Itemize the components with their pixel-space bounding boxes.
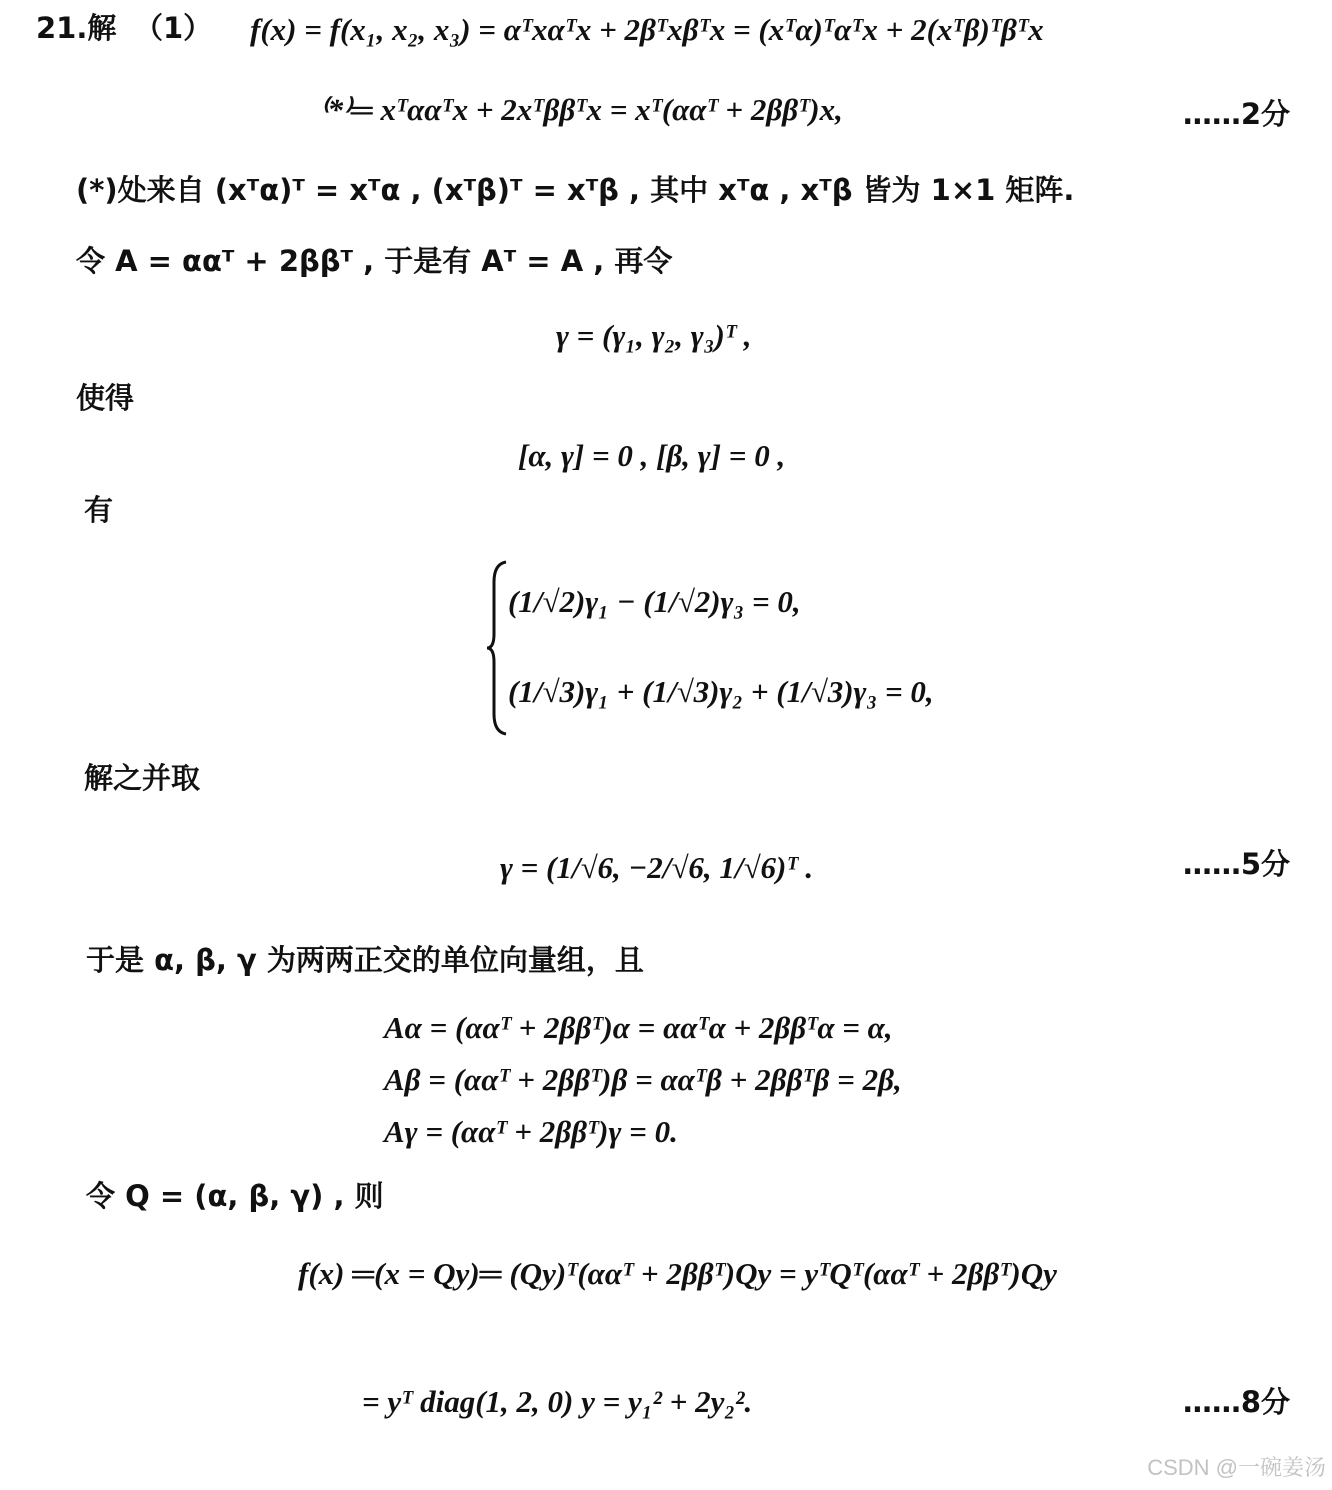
score-2: ……2分: [1182, 97, 1290, 131]
f-substitution: f(x) ═(x = Qy)═ (Qy)ᵀ(ααᵀ + 2ββᵀ)Qy = yᵀQᵀ(ααᵀ + 2ββᵀ)Qy: [298, 1256, 1057, 1291]
solve-and-take: 解之并取: [84, 761, 201, 795]
equation-f-matrix-form: ⁽*⁾═ xᵀααᵀx + 2xᵀββᵀx = xᵀ(ααᵀ + 2ββᵀ)x,: [320, 92, 843, 127]
let-Q: 令 Q = (α, β, γ) , 则: [86, 1179, 384, 1213]
gamma-value: γ = (1/√6, −2/√6, 1/√6)ᵀ .: [500, 850, 814, 885]
score-8: ……8分: [1182, 1385, 1290, 1419]
system-brace: [486, 560, 508, 736]
system-line-1: (1/√2)γ₁ − (1/√2)γ₃ = 0,: [508, 584, 801, 619]
gamma-definition: γ = (γ₁, γ₂, γ₃)ᵀ ,: [556, 318, 752, 353]
problem-part: （1）: [134, 11, 213, 45]
you-text: 有: [84, 493, 114, 527]
csdn-watermark: CSDN @一碗姜汤: [1147, 1455, 1326, 1480]
system-line-2: (1/√3)γ₁ + (1/√3)γ₂ + (1/√3)γ₃ = 0,: [508, 674, 934, 709]
A-times-gamma: Aγ = (ααᵀ + 2ββᵀ)γ = 0.: [384, 1114, 678, 1149]
shi-de-text: 使得: [76, 381, 135, 415]
problem-label: 21.解: [36, 11, 117, 45]
orthogonality-condition: [α, γ] = 0 , [β, γ] = 0 ,: [518, 438, 786, 473]
final-standard-form: = yᵀ diag(1, 2, 0) y = y₁² + 2y₂².: [362, 1384, 753, 1419]
equation-f-expansion: f(x) = f(x₁, x₂, x₃) = αᵀxαᵀx + 2βᵀxβᵀx = (xᵀα)ᵀαᵀx + 2(xᵀβ)ᵀβᵀx: [250, 12, 1044, 47]
A-times-beta: Aβ = (ααᵀ + 2ββᵀ)β = ααᵀβ + 2ββᵀβ = 2β,: [384, 1062, 902, 1097]
let-A: 令 A = ααᵀ + 2ββᵀ , 于是有 Aᵀ = A , 再令: [76, 244, 673, 278]
A-times-alpha: Aα = (ααᵀ + 2ββᵀ)α = ααᵀα + 2ββᵀα = α,: [384, 1010, 893, 1045]
orthonormal-statement: 于是 α, β, γ 为两两正交的单位向量组，且: [86, 943, 644, 977]
score-5: ……5分: [1182, 847, 1290, 881]
note-star: (*)处来自 (xᵀα)ᵀ = xᵀα , (xᵀβ)ᵀ = xᵀβ , 其中 xᵀα , xᵀβ 皆为 1×1 矩阵.: [76, 173, 1075, 207]
